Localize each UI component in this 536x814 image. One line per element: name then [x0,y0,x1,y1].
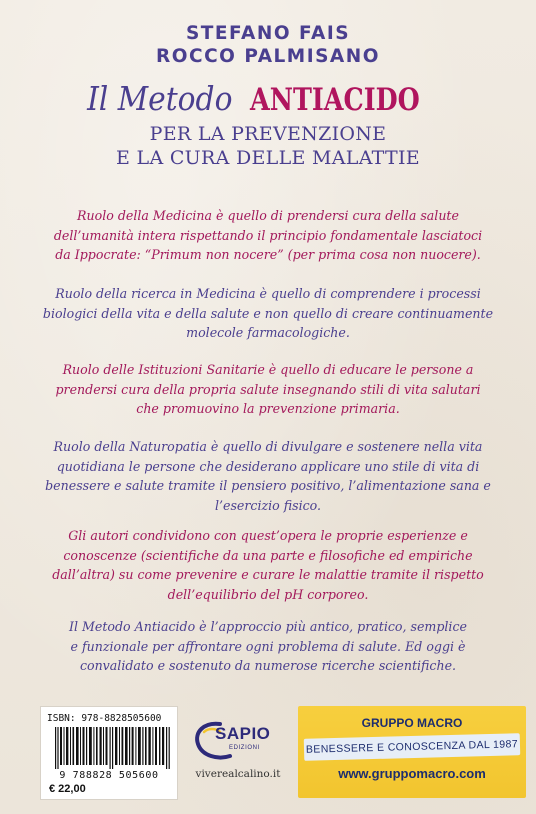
price-label: € 22,00 [49,783,86,795]
macro-slogan: BENESSERE E CONOSCENZA DAL 1987 [305,738,519,756]
paragraph-line: biologici della vita e della salute e non quello di creare continuamente [42,305,494,321]
barcode-number: 9 788828 505600 [59,770,159,781]
macro-slogan-ribbon [304,733,521,761]
paragraph-line: benessere e salute tramite il pensiero positivo, l’alimentazione sana e [45,478,491,493]
paragraph-line: molecole farmacologiche. [186,325,350,340]
paragraph-line: dall’altra) su come prevenire e curare le malattie tramite il rispetto [52,567,484,582]
paragraph-autori [36,526,500,604]
book-title [0,80,536,124]
paragraph-line: convalidato e sostenuto da numerose ricerche scientifiche. [79,658,457,673]
title-part-il-metodo: Il Metodo [87,79,233,118]
isbn-label: ISBN: 978-8828505600 [47,713,162,724]
book-subtitle [0,122,536,170]
publisher-logo-text: SAPIO [215,724,271,743]
barcode-image [55,727,171,769]
title-part-antiacido: ANTIACIDO [249,82,420,118]
paragraph-istituzioni [36,360,500,419]
subtitle-line: E LA CURA DELLE MALATTIE [116,147,420,169]
paragraph-line: dell’equilibrio del pH corporeo. [167,586,369,602]
paragraph-line: Ruolo della ricerca in Medicina è quello di comprendere i processi [55,286,481,301]
paragraph-metodo [36,617,500,676]
macro-website[interactable]: www.gruppomacro.com [338,766,486,781]
paragraph-line: dell’umanità intera rispettando il principio fondamentale lasciatoci [53,227,483,243]
paragraph-line: Ruolo della Medicina è quello di prendersi cura della salute [77,208,459,223]
paragraph-line: da Ippocrate: “Primum non nocere” (per prima cosa non nuocere). [55,247,481,262]
barcode-box [40,706,178,800]
gruppo-macro-box [298,706,526,798]
macro-title: GRUPPO MACRO [361,716,463,730]
paragraph-line: Ruolo delle Istituzioni Sanitarie è quello di educare le persone a [62,362,474,377]
publisher-logo-subtext: EDIZIONI [229,745,260,751]
paragraph-line: e funzionale per affrontare ogni problema di salute. Ed oggi è [70,638,466,654]
publisher-website[interactable]: viverealcalino.it [195,768,281,780]
subtitle-line: PER LA PREVENZIONE [149,123,387,145]
author-name: ROCCO PALMISANO [156,46,380,67]
paragraph-line: quotidiana le persone che desiderano applicare uno stile di vita di [56,458,480,474]
author-name: STEFANO FAIS [185,23,351,44]
authors [0,22,536,68]
paragraph-line: prendersi cura della propria salute insegnando stili di vita salutari [55,381,481,397]
paragraph-naturopatia [36,437,500,515]
paragraph-line: che promuovino la prevenzione primaria. [136,401,400,416]
paragraph-ricerca [36,284,500,343]
paragraph-line: Il Metodo Antiacido è l’approccio più antico, pratico, semplice [69,619,467,634]
paragraph-line: Gli autori condividono con quest’opera le proprie esperienze e [68,528,468,543]
paragraph-line: l’esercizio fisico. [214,497,322,513]
paragraph-line: conoscenze (scientifiche da una parte e filosofiche ed empiriche [63,547,473,563]
paragraph-medicina [36,206,500,265]
paragraph-line: Ruolo della Naturopatia è quello di divulgare e sostenere nella vita [53,439,483,454]
